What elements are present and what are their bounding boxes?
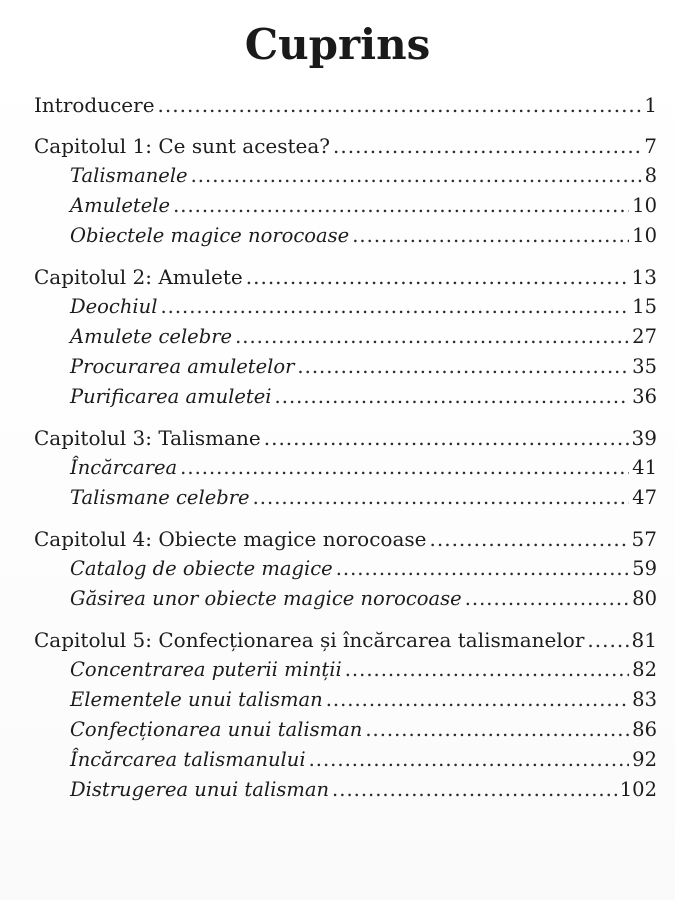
toc-page-number: 102 — [619, 778, 657, 801]
dot-leader — [246, 262, 629, 292]
toc-page-number: 7 — [644, 134, 657, 158]
toc-page-number: 83 — [632, 688, 657, 711]
dot-leader — [345, 655, 629, 685]
toc-section — [34, 745, 657, 775]
group-spacer — [34, 412, 657, 423]
dot-leader — [430, 524, 629, 554]
toc-chapter-2 — [34, 262, 657, 292]
toc-page-number: 13 — [631, 265, 657, 289]
toc-page-number: 92 — [632, 748, 657, 771]
dot-leader — [158, 90, 642, 120]
dot-leader — [297, 352, 629, 382]
toc-section — [34, 322, 657, 352]
dot-leader — [332, 775, 617, 805]
toc-entry-title: Procurarea amuletelor — [70, 355, 295, 378]
toc-entry-title: Catalog de obiecte magice — [70, 557, 333, 580]
toc-section — [34, 292, 657, 322]
dot-leader — [191, 161, 642, 191]
dot-leader — [160, 292, 629, 322]
toc-entry-title: Încărcarea — [70, 456, 178, 479]
dot-leader — [264, 423, 629, 453]
toc-section — [34, 191, 657, 221]
group-spacer — [34, 120, 657, 131]
toc-section — [34, 685, 657, 715]
toc-entry-title: Amuletele — [70, 194, 171, 217]
table-of-contents — [34, 90, 657, 805]
toc-section — [34, 453, 657, 483]
toc-chapter-4 — [34, 524, 657, 554]
toc-page-number: 36 — [632, 385, 657, 408]
dot-leader — [180, 453, 629, 483]
toc-chapter-1 — [34, 131, 657, 161]
toc-entry-title: Capitolul 1: Ce sunt acestea? — [34, 134, 331, 158]
toc-entry-title: Capitolul 4: Obiecte magice norocoase — [34, 527, 427, 551]
dot-leader — [309, 745, 630, 775]
dot-leader — [465, 584, 629, 614]
toc-entry-title: Introducere — [34, 93, 155, 117]
toc-entry-title: Găsirea unor obiecte magice norocoase — [70, 587, 462, 610]
toc-entry-title: Concentrarea puterii minții — [70, 658, 342, 681]
toc-page-number: 57 — [631, 527, 657, 551]
dot-leader — [333, 131, 641, 161]
toc-section — [34, 352, 657, 382]
toc-page-number: 35 — [632, 355, 657, 378]
dot-leader — [173, 191, 629, 221]
group-spacer — [34, 513, 657, 524]
toc-page-number: 15 — [632, 295, 657, 318]
toc-page-number: 82 — [632, 658, 657, 681]
toc-chapter-3 — [34, 423, 657, 453]
toc-entry-title: Obiectele magice norocoase — [70, 224, 350, 247]
toc-section — [34, 554, 657, 584]
toc-chapter-5 — [34, 625, 657, 655]
toc-page-number: 86 — [632, 718, 657, 741]
toc-page-number: 81 — [631, 628, 657, 652]
dot-leader — [275, 382, 630, 412]
toc-page-number: 27 — [632, 325, 657, 348]
toc-section — [34, 221, 657, 251]
toc-entry-title: Amulete celebre — [70, 325, 233, 348]
toc-entry-title: Elementele unui talisman — [70, 688, 323, 711]
page-title: Cuprins — [244, 20, 431, 69]
toc-page-number: 8 — [644, 164, 657, 187]
dot-leader — [587, 625, 628, 655]
toc-entry-title: Purificarea amuletei — [70, 385, 272, 408]
toc-section — [34, 483, 657, 513]
toc-section — [34, 715, 657, 745]
group-spacer — [34, 614, 657, 625]
dot-leader — [235, 322, 629, 352]
toc-page-number: 39 — [631, 426, 657, 450]
toc-entry-title: Capitolul 2: Amulete — [34, 265, 243, 289]
dot-leader — [326, 685, 629, 715]
toc-entry-title: Capitolul 3: Talismane — [34, 426, 261, 450]
toc-page-number: 41 — [632, 456, 657, 479]
toc-entry-title: Talismanele — [70, 164, 188, 187]
toc-page-number: 47 — [632, 486, 657, 509]
toc-entry-title: Capitolul 5: Confecționarea și încărcarea talismanelor — [34, 628, 585, 652]
toc-page-number: 59 — [632, 557, 657, 580]
toc-entry-title: Deochiul — [70, 295, 158, 318]
toc-section — [34, 655, 657, 685]
toc-page-number: 10 — [632, 224, 657, 247]
toc-section — [34, 775, 657, 805]
dot-leader — [365, 715, 629, 745]
toc-page-number: 10 — [632, 194, 657, 217]
dot-leader — [352, 221, 629, 251]
toc-page-number: 1 — [644, 93, 657, 117]
toc-section — [34, 382, 657, 412]
toc-entry-title: Confecționarea unui talisman — [70, 718, 363, 741]
toc-entry-title: Distrugerea unui talisman — [70, 778, 330, 801]
toc-section — [34, 584, 657, 614]
toc-entry-title: Încărcarea talismanului — [70, 748, 306, 771]
group-spacer — [34, 251, 657, 262]
dot-leader — [336, 554, 629, 584]
toc-entry-title: Talismane celebre — [70, 486, 250, 509]
toc-section — [34, 161, 657, 191]
toc-chapter-introducere — [34, 90, 657, 120]
toc-page-number: 80 — [632, 587, 657, 610]
dot-leader — [253, 483, 630, 513]
